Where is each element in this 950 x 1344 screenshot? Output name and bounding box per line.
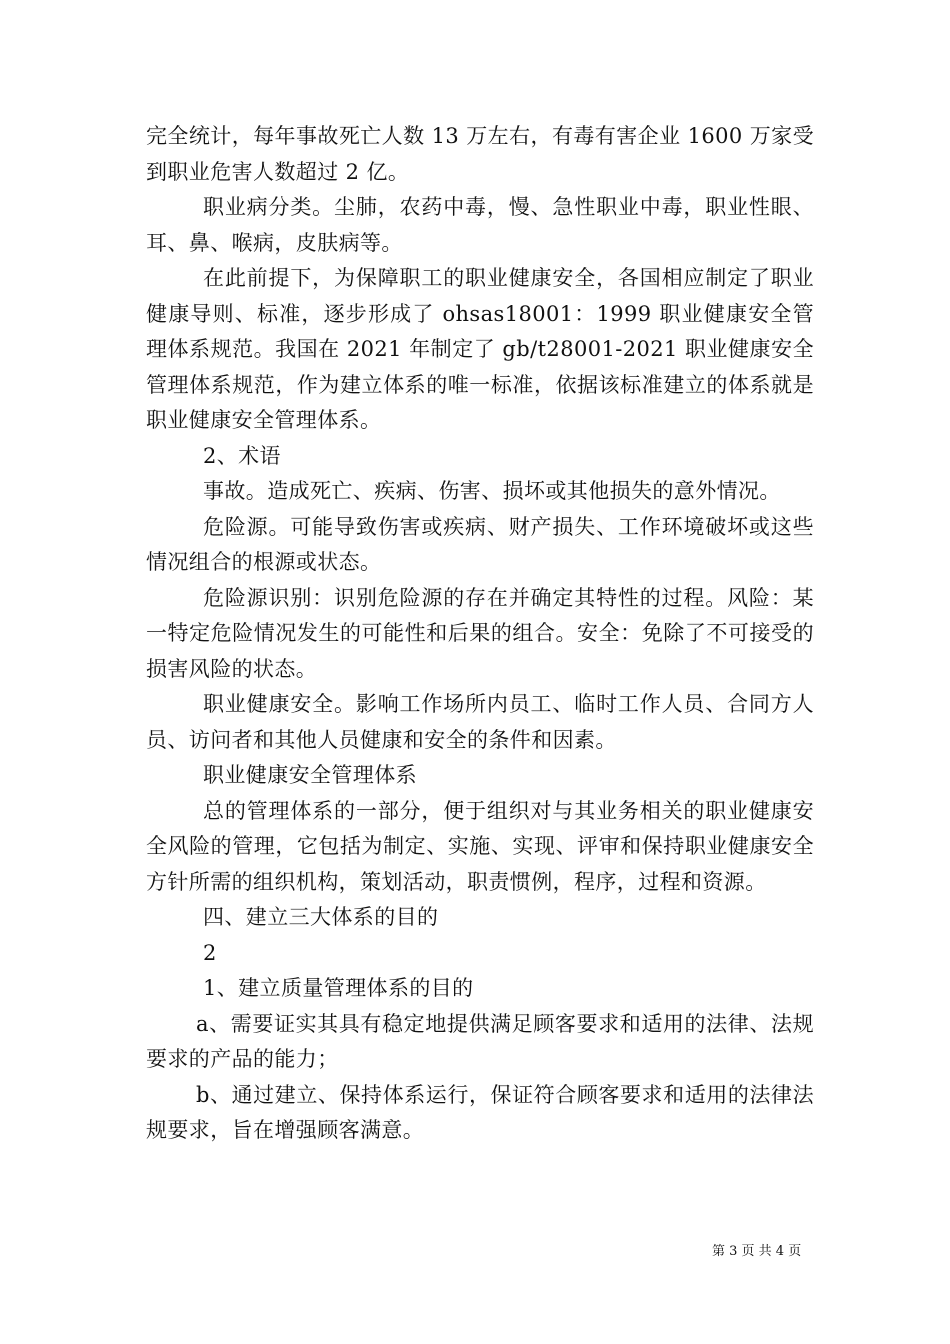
term-accident: 事故。造成死亡、疾病、伤害、损坏或其他损失的意外情况。: [203, 479, 781, 503]
section-heading-purpose: 四、建立三大体系的目的: [203, 905, 439, 929]
paragraph-management-system-definition: 总的管理体系的一部分，便于组织对与其业务相关的职业健康安全风险的管理，它包括为制定、实施、实现、评审和保持职业健康安全方针所需的组织机构，策划活动，职责惯例，程序，过程和资源。: [146, 798, 814, 894]
list-item-a: a、需要证实其具有稳定地提供满足顾客要求和适用的法律、法规要求的产品的能力；: [146, 1011, 814, 1071]
term-ohs-management-system: 职业健康安全管理体系: [203, 763, 417, 787]
paragraph-statistics: 完全统计，每年事故死亡人数 13 万左右，有毒有害企业 1600 万家受到职业危害人数超过 2 亿。: [146, 124, 814, 184]
list-item-b: b、通过建立、保持体系运行，保证符合顾客要求和适用的法律法规要求，旨在增强顾客满意。: [146, 1082, 814, 1142]
paragraph-standards: 在此前提下，为保障职工的职业健康安全，各国相应制定了职业健康导则、标准，逐步形成了 ohsas18001：1999 职业健康安全管理体系规范。我国在 2021 年制定了 gb/t28001-2021 职业健康安全管理体系规范，作为建立体系的唯一标准，依据该标准建立的体系就是职业健康安全管理体系。: [146, 266, 814, 432]
page-number-footer: 第 3 页 共 4 页: [712, 1244, 802, 1259]
term-hazard: 危险源。可能导致伤害或疾病、财产损失、工作环境破坏或这些情况组合的根源或状态。: [146, 514, 814, 574]
section-heading-terms: 2、术语: [203, 443, 281, 468]
term-hazard-identification: 危险源识别：识别危险源的存在并确定其特性的过程。风险：某一特定危险情况发生的可能性和后果的组合。安全：免除了不可接受的损害风险的状态。: [146, 585, 814, 681]
term-occupational-health-safety: 职业健康安全。影响工作场所内员工、临时工作人员、合同方人员、访问者和其他人员健康和安全的条件和因素。: [146, 692, 814, 752]
subheading-quality-system-purpose: 1、建立质量管理体系的目的: [203, 976, 474, 1000]
document-body: [146, 119, 814, 1149]
paragraph-disease-classification: 职业病分类。尘肺，农药中毒，慢、急性职业中毒，职业性眼、耳、鼻、喉病，皮肤病等。: [146, 195, 814, 255]
stray-number: 2: [203, 940, 217, 965]
